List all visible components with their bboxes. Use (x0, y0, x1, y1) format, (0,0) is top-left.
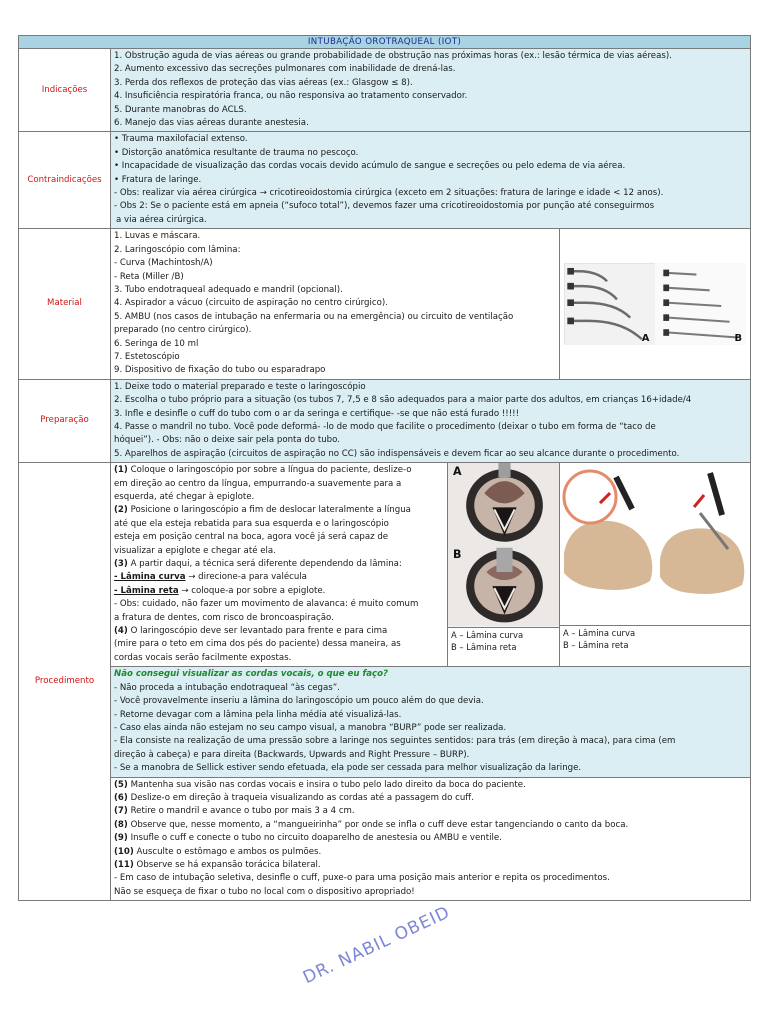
list-item: - Obs: realizar via aérea cirúrgica → cricotireoidostomia cirúrgica (exceto em 2 situações: fratura de laringe e idade < 12 anos). (114, 188, 664, 199)
laryngoscopy-view-image (448, 463, 559, 626)
list-item: 4. Passe o mandril no tubo. Você pode deformá- -lo de modo que facilite o procedimento (deixar o tubo em forma de “taco de (114, 421, 656, 432)
list-item: 5. AMBU (nos casos de intubação na enfermaria ou na emergência) ou circuito de ventilação (114, 311, 514, 322)
straight-blade-label: - Lâmina reta (114, 585, 179, 596)
step-1-line: esquerda, até chegar à epiglote. (114, 492, 255, 502)
step-text: Ausculte o estômago e ambos os pulmões. (133, 846, 322, 857)
list-item: 1. Luvas e máscara. (114, 231, 201, 242)
step-text: Deslize-o em direção à traqueia visualizando as cordas até a passagem do cuff. (127, 792, 474, 803)
note-line: Não se esqueça de fixar o tubo no local com o dispositivo apropriado! (114, 886, 415, 897)
step-text: O laringoscópio deve ser levantado para frente e para cima (127, 626, 388, 637)
view-label-b: B (453, 548, 462, 562)
caption-line: A – Lâmina curva (563, 628, 636, 639)
list-item: 2. Escolha o tubo próprio para a situação (os tubos 7, 7,5 e 8 são adequados para a maior parte dos adultos, em crianças 16+idade/4 (114, 395, 692, 406)
step-number: (7) (114, 806, 128, 817)
step-line (114, 819, 747, 832)
list-item: - Reta (Miller /B) (114, 271, 184, 282)
document-title: INTUBAÇÃO OROTRAQUEAL (IOT) (19, 36, 751, 49)
step-2-line (114, 504, 444, 517)
step-4-line: cordas vocais serão facilmente expostas. (114, 652, 292, 663)
list-item: 3. Infle e desinfle o cuff do tubo com o ar da seringa e certifique- -se que não está furado !!!!! (114, 408, 520, 419)
step-text: Retire o mandril e avance o tubo por mais 3 a 4 cm. (127, 806, 355, 817)
list-item: 2. Aumento excessivo das secreções pulmonares com inabilidade de drená-las. (114, 64, 456, 75)
caption-line: B – Lâmina reta (563, 640, 629, 651)
caption-line: B – Lâmina reta (451, 641, 517, 652)
preparacao-content (111, 379, 751, 462)
list-item: direção à cabeça) e para direita (Backwards, Upwards and Right Pressure – BURP). (114, 749, 470, 760)
material-label: Material (19, 229, 111, 379)
step-1-line (114, 464, 444, 477)
right-image-caption (560, 625, 750, 652)
troubleshooting-question: Não consegui visualizar as cordas vocais, o que eu faço? (114, 669, 389, 680)
list-item: - Não proceda a intubação endotraqueal “às cegas”. (114, 682, 340, 693)
step-text: Coloque o laringoscópio por sobre a língua do paciente, deslize-o (127, 465, 412, 476)
head-position-cell (560, 463, 751, 667)
step-4-line (114, 625, 444, 638)
iot-table (18, 35, 751, 901)
step-number: (3) (114, 559, 128, 570)
procedimento-steps-1-4 (111, 463, 448, 667)
step-text: A partir daqui, a técnica será diferente dependendo da lâmina: (127, 559, 402, 570)
indicacoes-label: Indicações (19, 49, 111, 132)
step-line (114, 805, 747, 818)
step-number: (10) (114, 846, 134, 857)
list-item: preparado (no centro cirúrgico). (114, 325, 252, 336)
step-2-line: esteja em posição central na boca, agora você já será capaz de (114, 532, 389, 543)
list-item: - Obs 2: Se o paciente está em apneia (“sufoco total”), devemos fazer uma cricotireoidostomia por punção até conseguirmos (114, 201, 655, 212)
step-text: Posicione o laringoscópio a fim de deslocar lateralmente a língua (127, 505, 411, 516)
list-item: 2. Laringoscópio com lâmina: (114, 244, 241, 255)
step-3-obs: a fratura de dentes, com risco de broncoaspiração. (114, 612, 334, 623)
caption-line: A – Lâmina curva (451, 629, 524, 640)
step-number: (9) (114, 833, 128, 844)
step-number: (5) (114, 779, 128, 790)
list-item: 4. Aspirador a vácuo (circuito de aspiração no centro cirúrgico). (114, 298, 388, 309)
laryngoscope-blades-image-cell (560, 229, 751, 379)
step-number: (11) (114, 859, 134, 870)
step-line (114, 859, 747, 872)
left-image-caption (448, 627, 559, 654)
list-item: 3. Tubo endotraqueal adequado e mandril (opcional). (114, 284, 343, 295)
list-item: • Fratura de laringe. (114, 174, 202, 185)
step-3-reta (114, 585, 444, 598)
curved-blade-label: - Lâmina curva (114, 572, 186, 583)
step-1-line: em direção ao centro da língua, empurrando-a suavemente para a (114, 478, 402, 489)
step-text: Mantenha sua visão nas cordas vocais e insira o tubo pelo lado direito da boca do paciente. (127, 779, 526, 790)
step-line (114, 846, 747, 859)
list-item: • Distorção anatômica resultante de trauma no pescoço. (114, 147, 359, 158)
list-item: - Você provavelmente inseriu a lâmina do laringoscópio um pouco além do que devia. (114, 696, 484, 707)
procedimento-troubleshooting (111, 667, 751, 777)
list-item: - Curva (Machintosh/A) (114, 258, 213, 269)
material-content (111, 229, 560, 379)
step-text: → direcione-a para valécula (185, 572, 307, 583)
step-line (114, 779, 747, 792)
step-2-line: visualizar a epiglote e chegar até ela. (114, 545, 276, 556)
procedimento-steps-5-11 (111, 777, 751, 901)
procedimento-label: Procedimento (19, 463, 111, 901)
step-3-line (114, 558, 444, 571)
step-number: (8) (114, 819, 128, 830)
step-line (114, 832, 747, 845)
laryngoscopy-view-cell (448, 463, 560, 667)
list-item: - Retorne devagar com a lâmina pela linha média até visualizá-las. (114, 709, 402, 720)
step-text: → coloque-a por sobre a epiglote. (178, 585, 326, 596)
note-line: - Em caso de intubação seletiva, desinfle o cuff, puxe-o para uma posição mais anterior e repita os procedimentos. (114, 873, 610, 884)
preparacao-label: Preparação (19, 379, 111, 462)
step-text: Observe se há expansão torácica bilateral. (133, 859, 321, 870)
list-item: • Incapacidade de visualização das cordas vocais devido acúmulo de sangue e secreções ou pelo edema de via aérea. (114, 161, 626, 172)
author-watermark: DR. NABIL OBEID (300, 902, 454, 989)
list-item: hóquei”). - Obs: não o deixe sair pela ponta do tubo. (114, 435, 340, 446)
list-item: 4. Insuficiência respiratória franca, ou não responsiva ao tratamento conservador. (114, 91, 468, 102)
list-item: 1. Obstrução aguda de vias aéreas ou grande probabilidade de obstrução nas próximas horas (ex.: lesão térmica de vias aéreas). (114, 51, 672, 61)
list-item: - Caso elas ainda não estejam no seu campo visual, a manobra “BURP” pode ser realizada. (114, 722, 507, 733)
step-2-line: até que ela esteja rebatida para sua esquerda e o laringoscópio (114, 518, 389, 529)
step-number: (2) (114, 505, 128, 516)
step-3-curva (114, 571, 444, 584)
list-item: 6. Seringa de 10 ml (114, 338, 199, 349)
step-4-line: (mire para o teto em cima dos pés do paciente) dessa maneira, as (114, 639, 401, 650)
head-position-image (560, 463, 750, 625)
contraindicacoes-content (111, 132, 751, 229)
view-label-a: A (453, 465, 462, 479)
list-item: 6. Manejo das vias aéreas durante anestesia. (114, 118, 309, 129)
list-item: 5. Durante manobras do ACLS. (114, 104, 247, 115)
list-item: - Se a manobra de Sellick estiver sendo efetuada, ela pode ser cessada para melhor visualização da laringe. (114, 763, 582, 774)
list-item: 9. Dispositivo de fixação do tubo ou esparadrapo (114, 365, 326, 376)
list-item: 3. Perda dos reflexos de proteção das vias aéreas (ex.: Glasgow ≤ 8). (114, 77, 413, 88)
blade-label-a: A (641, 332, 650, 344)
step-number: (1) (114, 465, 128, 476)
indicacoes-content (111, 49, 751, 132)
list-item: 5. Aparelhos de aspiração (circuitos de aspiração no CC) são indispensáveis e devem ficar ao seu alcance durante o procedimento. (114, 448, 680, 459)
laryngoscope-blades-image (564, 263, 746, 346)
step-text: Insufle o cuff e conecte o tubo no circuito doaparelho de anestesia ou AMBU e ventile. (127, 833, 502, 844)
contraindicacoes-label: Contraindicações (19, 132, 111, 229)
step-3-obs: - Obs: cuidado, não fazer um movimento de alavanca: é muito comum (114, 599, 419, 610)
step-number: (6) (114, 792, 128, 803)
step-line (114, 792, 747, 805)
list-item: 1. Deixe todo o material preparado e teste o laringoscópio (114, 381, 366, 392)
list-item: a via aérea cirúrgica. (116, 214, 207, 225)
list-item: 7. Estetoscópio (114, 351, 180, 362)
list-item: - Ela consiste na realização de uma pressão sobre a laringe nos seguintes sentidos: para trás (em direção à maca), para cima (em (114, 736, 676, 747)
list-item: • Trauma maxilofacial extenso. (114, 134, 248, 145)
step-number: (4) (114, 626, 128, 637)
blade-label-b: B (734, 332, 743, 344)
step-text: Observe que, nesse momento, a “mangueirinha” por onde se infla o cuff deve estar tangenciando o canto da boca. (127, 819, 629, 830)
